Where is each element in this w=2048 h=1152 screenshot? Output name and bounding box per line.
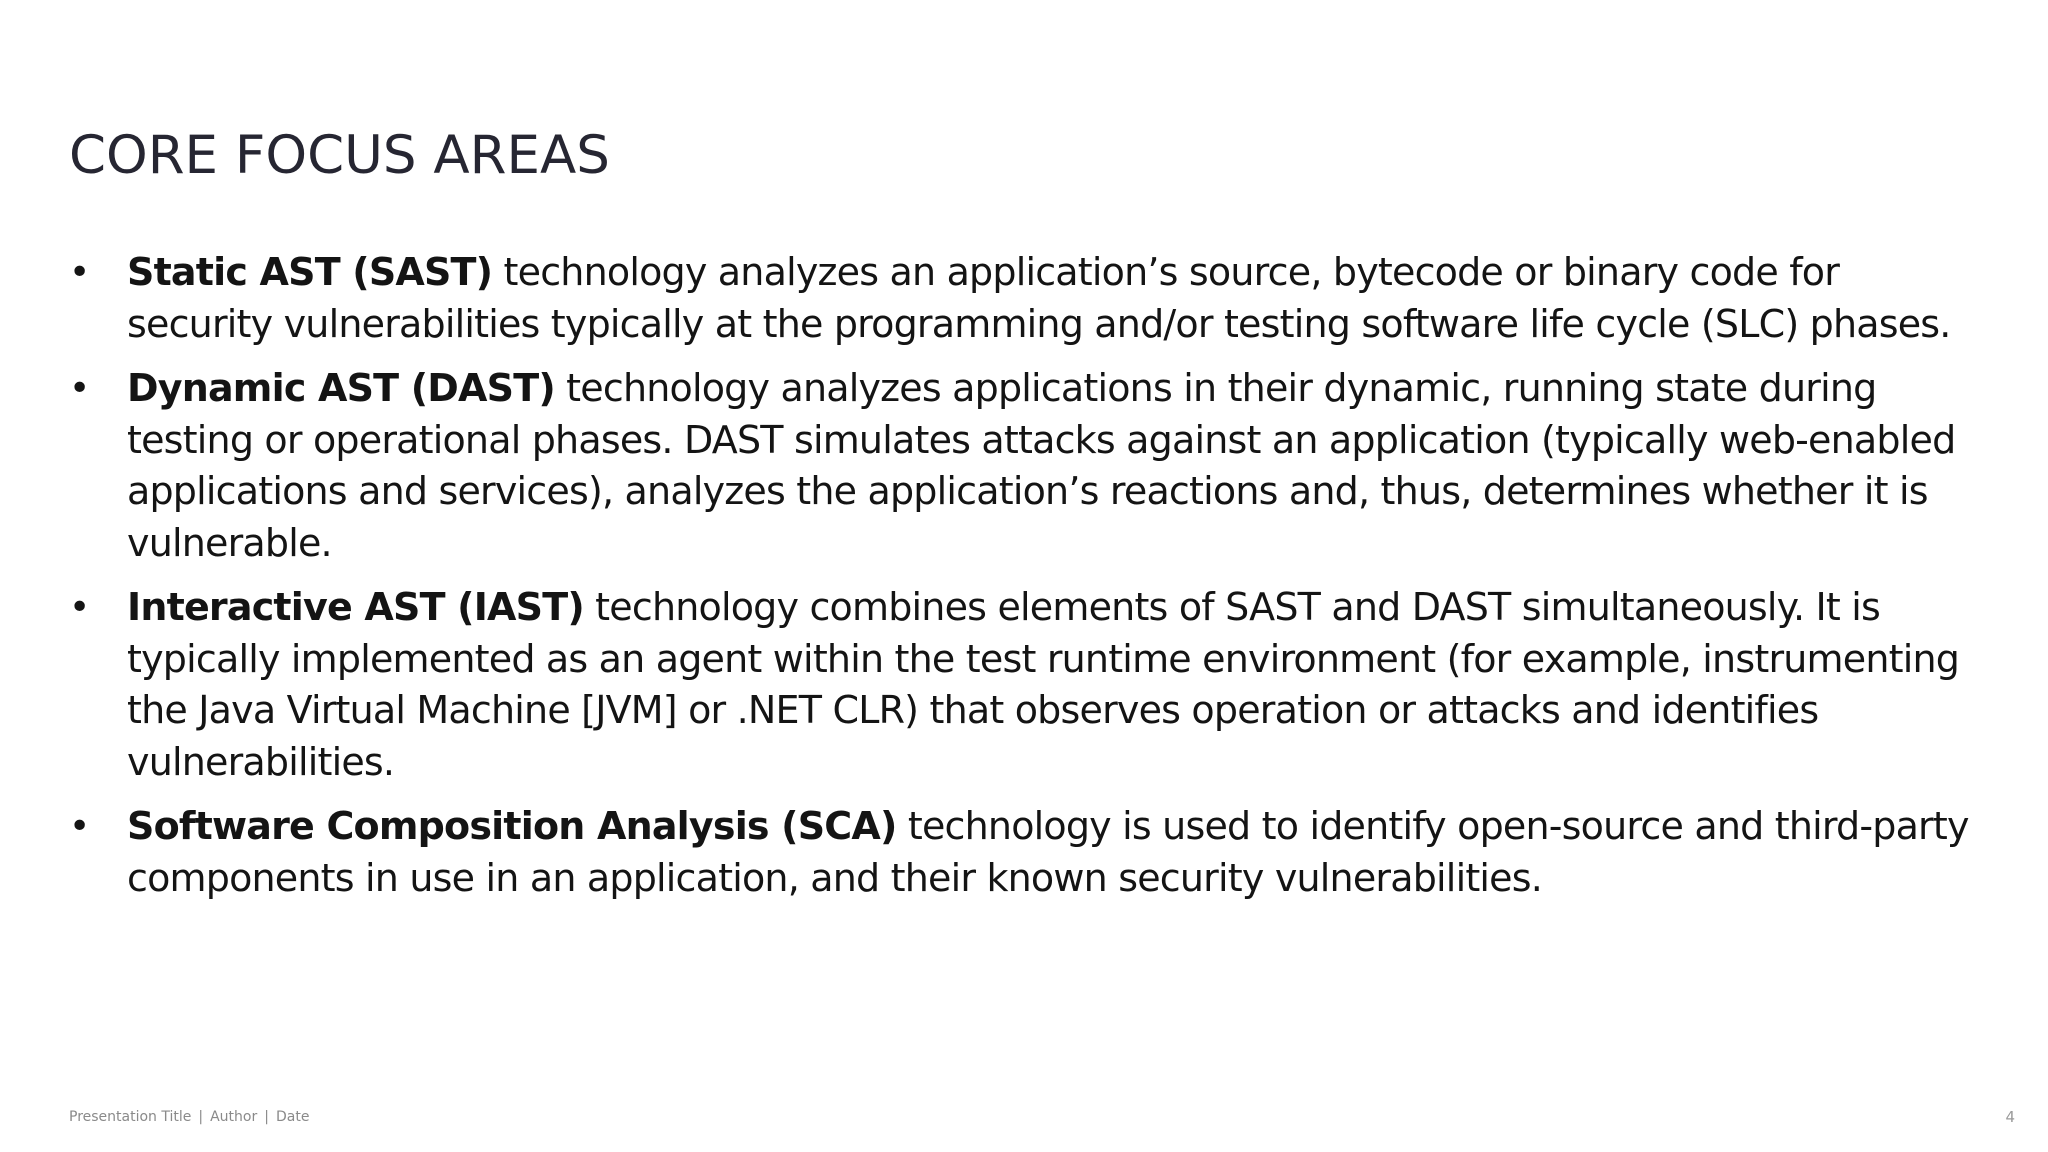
bullet-term: Interactive AST (IAST) <box>127 585 584 629</box>
bullet-term: Dynamic AST (DAST) <box>127 366 555 410</box>
bullet-item-iast <box>69 582 1969 788</box>
footer-author: Author <box>210 1109 258 1125</box>
footer-separator: | <box>264 1109 269 1125</box>
footer-date: Date <box>275 1109 310 1125</box>
bullet-item-sca <box>69 801 1969 904</box>
bullet-text: technology analyzes an application’s source, bytecode or binary code for security vulnerabilities typically at the programming and/or testing software life cycle (SLC) phases. <box>127 250 1951 346</box>
bullet-item-dast <box>69 363 1969 569</box>
bullet-text: technology combines elements of SAST and DAST simultaneously. It is typically implemented as an agent within the test runtime environment (for example, instrumenting the Java Virtual Machine [JVM] or .NET CLR) that observes operation or attacks and identifies vulnerabilities. <box>127 585 1960 784</box>
page-number: 4 <box>2005 1108 2015 1126</box>
bullet-list <box>69 247 1969 917</box>
footer-presentation-title: Presentation Title <box>69 1109 192 1125</box>
bullet-text: technology is used to identify open-source and third-party components in use in an application, and their known security vulnerabilities. <box>127 804 1969 900</box>
slide-title: CORE FOCUS AREAS <box>69 125 610 186</box>
bullet-item-sast <box>69 247 1969 350</box>
bullet-text: technology analyzes applications in their dynamic, running state during testing or operational phases. DAST simulates attacks against an application (typically web-enabled applications and services), analyzes the application’s reactions and, thus, determines whether it is vulnerable. <box>127 366 1956 565</box>
footer-separator: | <box>198 1109 204 1125</box>
bullet-icon: • <box>69 252 90 293</box>
bullet-term: Static AST (SAST) <box>127 250 493 294</box>
bullet-icon: • <box>69 806 90 847</box>
bullet-icon: • <box>69 587 90 628</box>
slide-footer <box>69 1109 309 1125</box>
bullet-term: Software Composition Analysis (SCA) <box>127 804 897 848</box>
bullet-icon: • <box>69 368 90 409</box>
